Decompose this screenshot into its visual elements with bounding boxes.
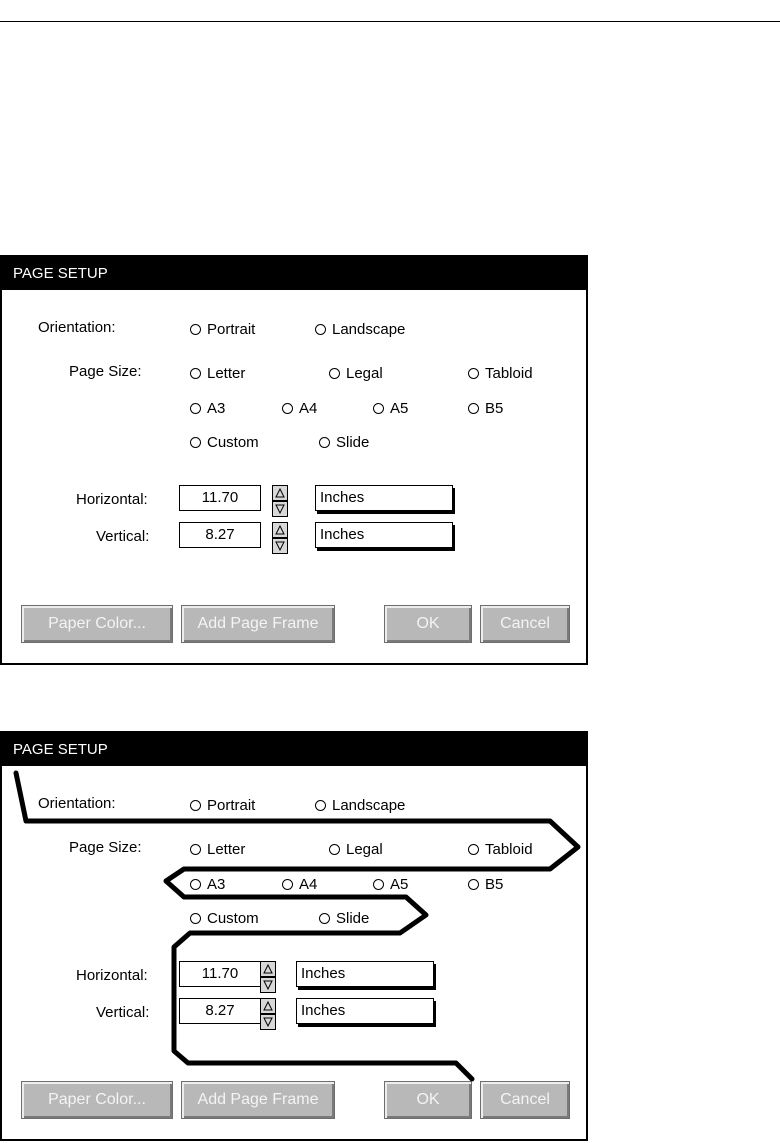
radio-slide[interactable] [319,434,369,451]
radio-landscape[interactable] [315,797,405,814]
radio-tabloid[interactable] [468,365,533,382]
vertical-spinner[interactable] [272,522,288,554]
radio-circle-icon [329,368,340,379]
radio-a4[interactable] [282,876,317,893]
orientation-label: Orientation: [38,319,116,336]
radio-portrait[interactable] [190,797,255,814]
radio-circle-icon [190,800,201,811]
radio-circle-icon [190,437,201,448]
radio-b5[interactable] [468,876,503,893]
spin-up-icon[interactable] [260,998,276,1014]
radio-label: Legal [346,841,383,858]
horizontal-unit-field[interactable]: Inches [315,485,453,511]
vertical-unit-field[interactable]: Inches [315,522,453,548]
radio-circle-icon [315,324,326,335]
cancel-button[interactable]: Cancel [480,605,570,643]
page-size-label: Page Size: [69,363,142,380]
spin-up-icon[interactable] [272,522,288,538]
radio-circle-icon [373,403,384,414]
horizontal-unit-field[interactable]: Inches [296,961,434,987]
paper-color-button[interactable]: Paper Color... [21,1081,173,1119]
vertical-spinner[interactable] [260,998,276,1030]
dialog-title: PAGE SETUP [2,257,586,290]
radio-label: A5 [390,400,409,417]
paper-color-button[interactable]: Paper Color... [21,605,173,643]
radio-label: A4 [299,876,318,893]
radio-label: A3 [207,400,226,417]
radio-label: Tabloid [485,841,533,858]
page-setup-dialog-with-tab-path [0,731,588,1141]
orientation-label: Orientation: [38,795,116,812]
page-setup-dialog [0,255,588,665]
page-size-label: Page Size: [69,839,142,856]
radio-label: Letter [207,365,246,382]
page-top-rule [0,21,780,22]
radio-label: A5 [390,876,409,893]
vertical-label: Vertical: [96,1004,150,1021]
vertical-unit-field[interactable]: Inches [296,998,434,1024]
radio-circle-icon [468,368,479,379]
radio-portrait[interactable] [190,321,255,338]
spin-up-icon[interactable] [260,961,276,977]
radio-label: Tabloid [485,365,533,382]
radio-letter[interactable] [190,365,245,382]
horizontal-input[interactable]: 11.70 [179,485,261,511]
radio-circle-icon [468,879,479,890]
radio-label: B5 [485,876,504,893]
radio-label: Letter [207,841,246,858]
spin-down-icon[interactable] [260,977,276,993]
radio-legal[interactable] [329,841,383,858]
radio-circle-icon [468,844,479,855]
ok-button[interactable]: OK [384,1081,472,1119]
radio-circle-icon [319,913,330,924]
horizontal-label: Horizontal: [76,967,148,984]
radio-circle-icon [190,324,201,335]
spin-down-icon[interactable] [272,501,288,517]
radio-circle-icon [329,844,340,855]
cancel-button[interactable]: Cancel [480,1081,570,1119]
radio-b5[interactable] [468,400,503,417]
radio-a3[interactable] [190,876,225,893]
radio-label: Custom [207,434,259,451]
horizontal-label: Horizontal: [76,491,148,508]
radio-tabloid[interactable] [468,841,533,858]
radio-label: Custom [207,910,259,927]
dialog-title: PAGE SETUP [2,733,586,766]
radio-circle-icon [468,403,479,414]
spin-down-icon[interactable] [260,1014,276,1030]
radio-label: Landscape [332,321,406,338]
vertical-input[interactable]: 8.27 [179,522,261,548]
radio-a5[interactable] [373,400,408,417]
radio-custom[interactable] [190,910,259,927]
radio-circle-icon [319,437,330,448]
vertical-label: Vertical: [96,528,150,545]
radio-circle-icon [282,403,293,414]
radio-landscape[interactable] [315,321,405,338]
horizontal-spinner[interactable] [260,961,276,993]
radio-circle-icon [190,913,201,924]
radio-slide[interactable] [319,910,369,927]
radio-label: Slide [336,910,370,927]
radio-circle-icon [190,403,201,414]
radio-legal[interactable] [329,365,383,382]
radio-a5[interactable] [373,876,408,893]
add-page-frame-button[interactable]: Add Page Frame [181,605,335,643]
radio-label: B5 [485,400,504,417]
spin-up-icon[interactable] [272,485,288,501]
radio-label: Slide [336,434,370,451]
radio-circle-icon [190,844,201,855]
radio-label: A3 [207,876,226,893]
add-page-frame-button[interactable]: Add Page Frame [181,1081,335,1119]
spin-down-icon[interactable] [272,538,288,554]
radio-label: A4 [299,400,318,417]
radio-a3[interactable] [190,400,225,417]
radio-circle-icon [190,368,201,379]
radio-label: Landscape [332,797,406,814]
radio-letter[interactable] [190,841,245,858]
radio-circle-icon [373,879,384,890]
ok-button[interactable]: OK [384,605,472,643]
horizontal-spinner[interactable] [272,485,288,517]
radio-a4[interactable] [282,400,317,417]
radio-label: Portrait [207,321,256,338]
radio-label: Legal [346,365,383,382]
radio-custom[interactable] [190,434,259,451]
radio-circle-icon [282,879,293,890]
radio-circle-icon [190,879,201,890]
radio-circle-icon [315,800,326,811]
vertical-input[interactable]: 8.27 [179,998,261,1024]
horizontal-input[interactable]: 11.70 [179,961,261,987]
radio-label: Portrait [207,797,256,814]
